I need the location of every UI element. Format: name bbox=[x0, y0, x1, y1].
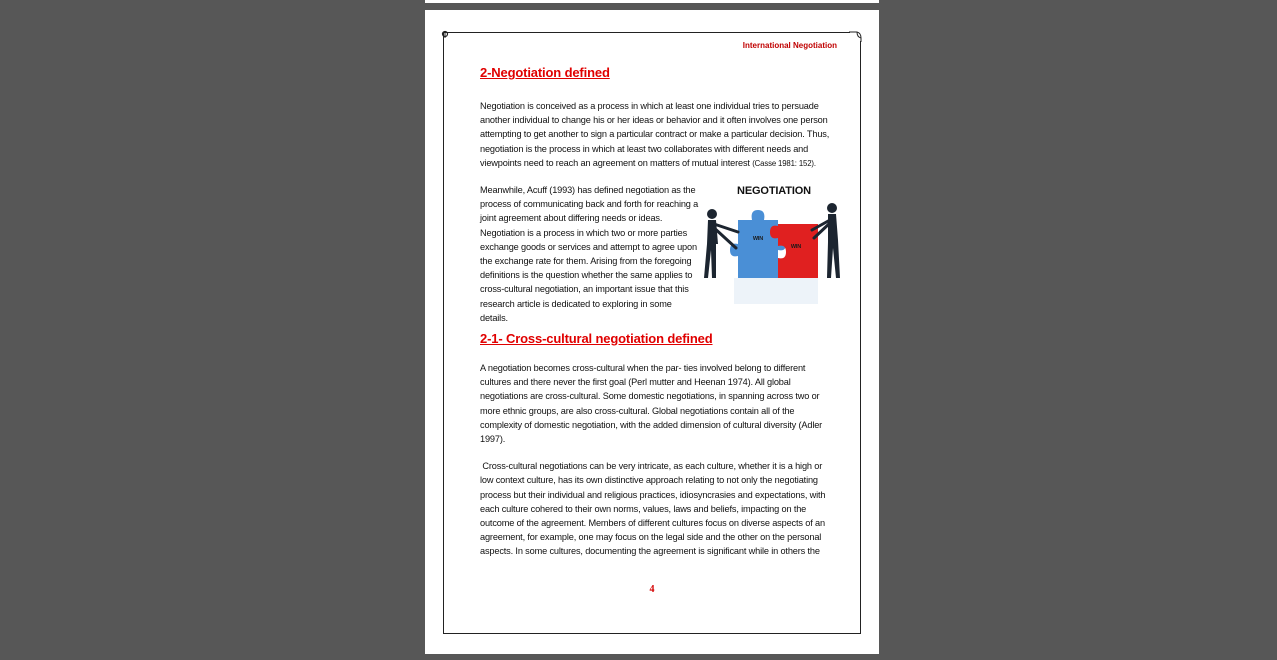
document-page bbox=[425, 10, 879, 654]
negotiation-illustration bbox=[694, 180, 844, 310]
citation: (Casse 1981: 152). bbox=[752, 158, 816, 168]
win-label-right: WIN bbox=[790, 244, 802, 251]
section-heading: 2-Negotiation defined bbox=[480, 65, 610, 80]
running-header: International Negotiation bbox=[742, 41, 837, 50]
text-with-figure bbox=[480, 183, 830, 321]
page-curl-icon bbox=[848, 31, 862, 43]
paragraph-text: Negotiation is conceived as a process in which at least one individual tries to persuade another individual to change his or her ideas or behavior and it often involves one person attempting to get another to sign a particular contract or make a particular decision. Thus, negotiation is the process in which at least two collaborates with different needs and viewpoints need to reach an agreement on matters of mutual interest bbox=[480, 101, 830, 168]
win-label-left: WIN bbox=[752, 236, 764, 243]
paragraph bbox=[480, 99, 830, 171]
paragraph: Cross-cultural negotiations can be very intricate, as each culture, whether it is a high or low context culture, has its own distinctive approach relating to not only the negotiating process but their individual and religious practices, idiosyncrasies and expectations, with each culture cohered to their own norms, values, laws and beliefs, impacting on the outcome of the agreement. Members of different cultures focus on diverse aspects of an agreement, for example, one may focus on the legal side and the other on the personal aspects. In some cultures, documenting the agreement is significant while in others the bbox=[480, 461, 826, 557]
paragraph: Meanwhile, Acuff (1993) has defined negotiation as the process of communicating back and forth for reaching a joint agreement about differing needs or ideas. Negotiation is a process in which two or more parties exchange goods or services and attempt to agree upon the exchange rate for them. Arising from the foregoing definitions is the question whether the same applies to cross-cultural negotiation, an important issue that this research article is dedicated to exploring in some details. bbox=[480, 185, 699, 323]
blue-puzzle-piece bbox=[730, 210, 786, 278]
previous-page-edge bbox=[425, 0, 879, 3]
scroll-curl-icon bbox=[441, 30, 451, 40]
left-person-icon bbox=[704, 209, 738, 278]
figure-title: NEGOTIATION bbox=[737, 185, 811, 198]
page-content bbox=[480, 65, 830, 559]
section-heading: 2-1- Cross-cultural negotiation defined bbox=[480, 331, 713, 347]
paragraph: A negotiation becomes cross-cultural when the par- ties involved belong to different cultures and there never the first goal (Perl mutter and Heenan 1974). All global negotiations are cross-cultural. Some domestic negotiations, in spanning across two or more ethnic groups, are also cross-cultural. Global negotiations contain all of the complexity of domestic negotiation, with the added dimension of cultural diversity (Adler 1997). bbox=[480, 363, 823, 445]
page-number: 4 bbox=[649, 584, 655, 595]
